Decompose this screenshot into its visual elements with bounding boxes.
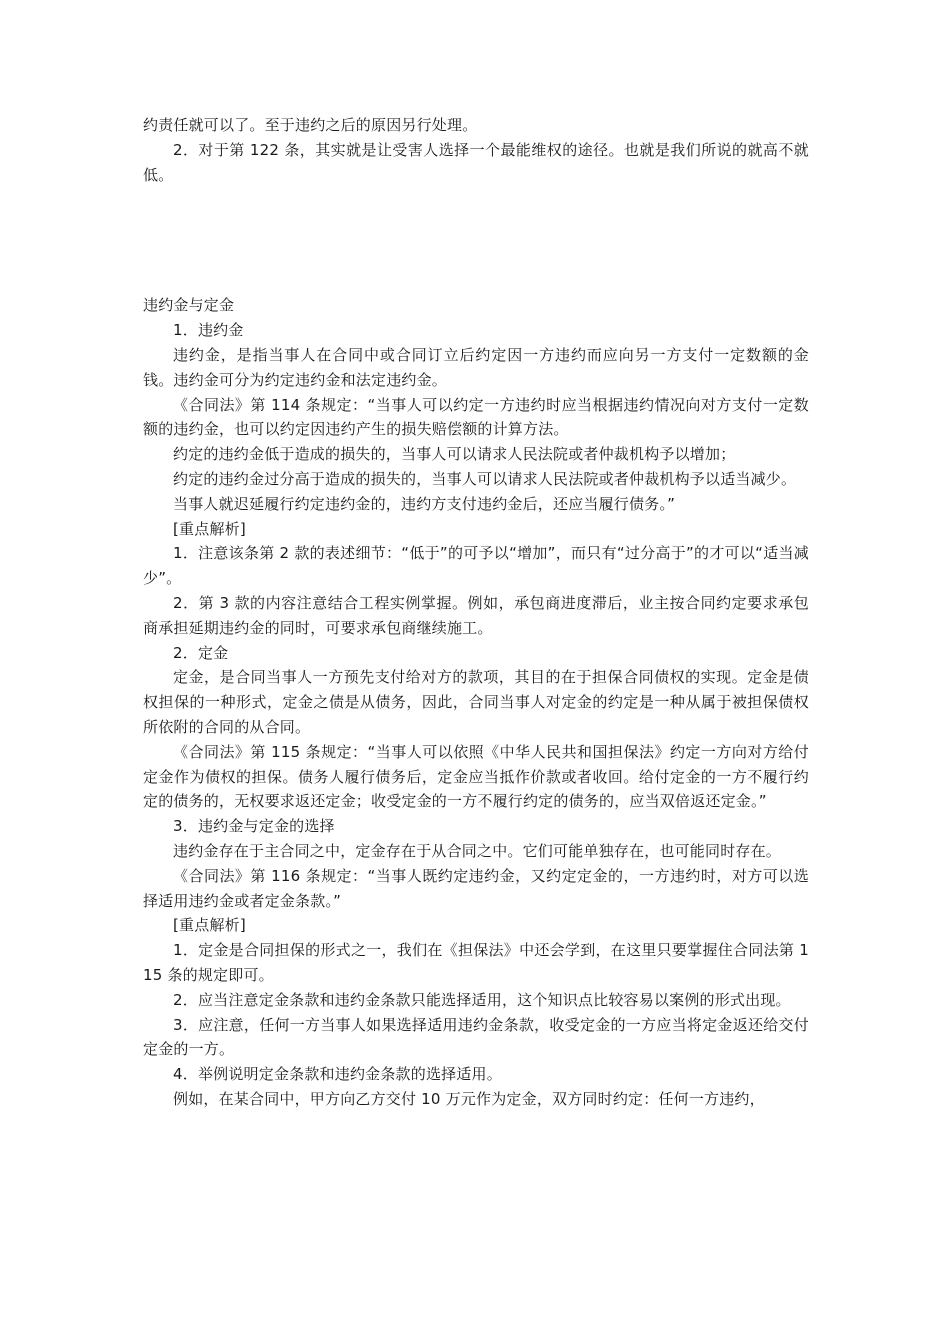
paragraph: 违约金存在于主合同之中，定金存在于从合同之中。它们可能单独存在，也可能同时存在。 <box>173 841 782 860</box>
subheading-liquidated-damages: 1．违约金 <box>173 321 244 340</box>
subheading-choice: 3．违约金与定金的选择 <box>173 817 335 836</box>
paragraph: 例如，在某合同中，甲方向乙方交付 10 万元作为定金，双方同时约定：任何一方违约， <box>173 1089 765 1108</box>
blank-space <box>143 187 809 293</box>
paragraph: 1．注意该条第 2 款的表述细节：“低于”的可予以“增加”，而只有“过分高于”的才可以“适当减少”。 <box>143 544 809 588</box>
paragraph: 3．应注意，任何一方当事人如果选择适用违约金条款，收受定金的一方应当将定金返还给交付定金的一方。 <box>143 1015 809 1059</box>
paragraph-continued: 约责任就可以了。至于违约之后的原因另行处理。 <box>143 116 478 134</box>
paragraph-article-122: 2．对于第 122 条，其实就是让受害人选择一个最能维权的途径。也就是我们所说的就高不就低。 <box>143 140 809 184</box>
section-title: 违约金与定金 <box>143 296 235 315</box>
paragraph: 约定的违约金过分高于造成的损失的，当事人可以请求人民法院或者仲裁机构予以适当减少。 <box>173 469 797 488</box>
paragraph: 违约金，是指当事人在合同中或合同订立后约定因一方违约而应向另一方支付一定数额的金钱。违约金可分为约定违约金和法定违约金。 <box>143 345 809 389</box>
paragraph: 《合同法》第 114 条规定：“当事人可以约定一方违约时应当根据违约情况向对方支付一定数额的违约金，也可以约定因违约产生的损失赔偿额的计算方法。 <box>143 395 809 439</box>
paragraph: 2．应当注意定金条款和违约金条款只能选择适用，这个知识点比较容易以案例的形式出现。 <box>173 990 791 1009</box>
paragraph: 2．第 3 款的内容注意结合工程实例掌握。例如，承包商进度滞后，业主按合同约定要求承包商承担延期违约金的同时，可要求承包商继续施工。 <box>143 593 809 637</box>
paragraph: 当事人就迟延履行约定违约金的，违约方支付违约金后，还应当履行债务。” <box>173 494 676 513</box>
analysis-label: [重点解析] <box>173 519 246 538</box>
paragraph: 《合同法》第 115 条规定：“当事人可以依照《中华人民共和国担保法》约定一方向对方给付定金作为债权的担保。债务人履行债务后，定金应当抵作价款或者收回。给付定金的一方不履行约定的债务的，无权要求返还定金；收受定金的一方不履行约定的债务的，应当双倍返还定金。” <box>143 742 809 811</box>
analysis-label: [重点解析] <box>173 916 246 935</box>
document-page <box>143 113 809 1112</box>
paragraph: 《合同法》第 116 条规定：“当事人既约定违约金，又约定定金的，一方违约时，对方可以选择适用违约金或者定金条款。” <box>143 866 809 910</box>
paragraph: 约定的违约金低于造成的损失的，当事人可以请求人民法院或者仲裁机构予以增加； <box>173 445 736 464</box>
paragraph: 4．举例说明定金条款和违约金条款的选择适用。 <box>173 1065 502 1084</box>
paragraph: 1．定金是合同担保的形式之一，我们在《担保法》中还会学到，在这里只要掌握住合同法第 115 条的规定即可。 <box>143 941 809 984</box>
subheading-deposit: 2．定金 <box>173 643 229 662</box>
paragraph: 定金，是合同当事人一方预先支付给对方的款项，其目的在于担保合同债权的实现。定金是债权担保的一种形式，定金之债是从债务，因此，合同当事人对定金的约定是一种从属于被担保债权所依附的合同的从合同。 <box>143 668 809 736</box>
